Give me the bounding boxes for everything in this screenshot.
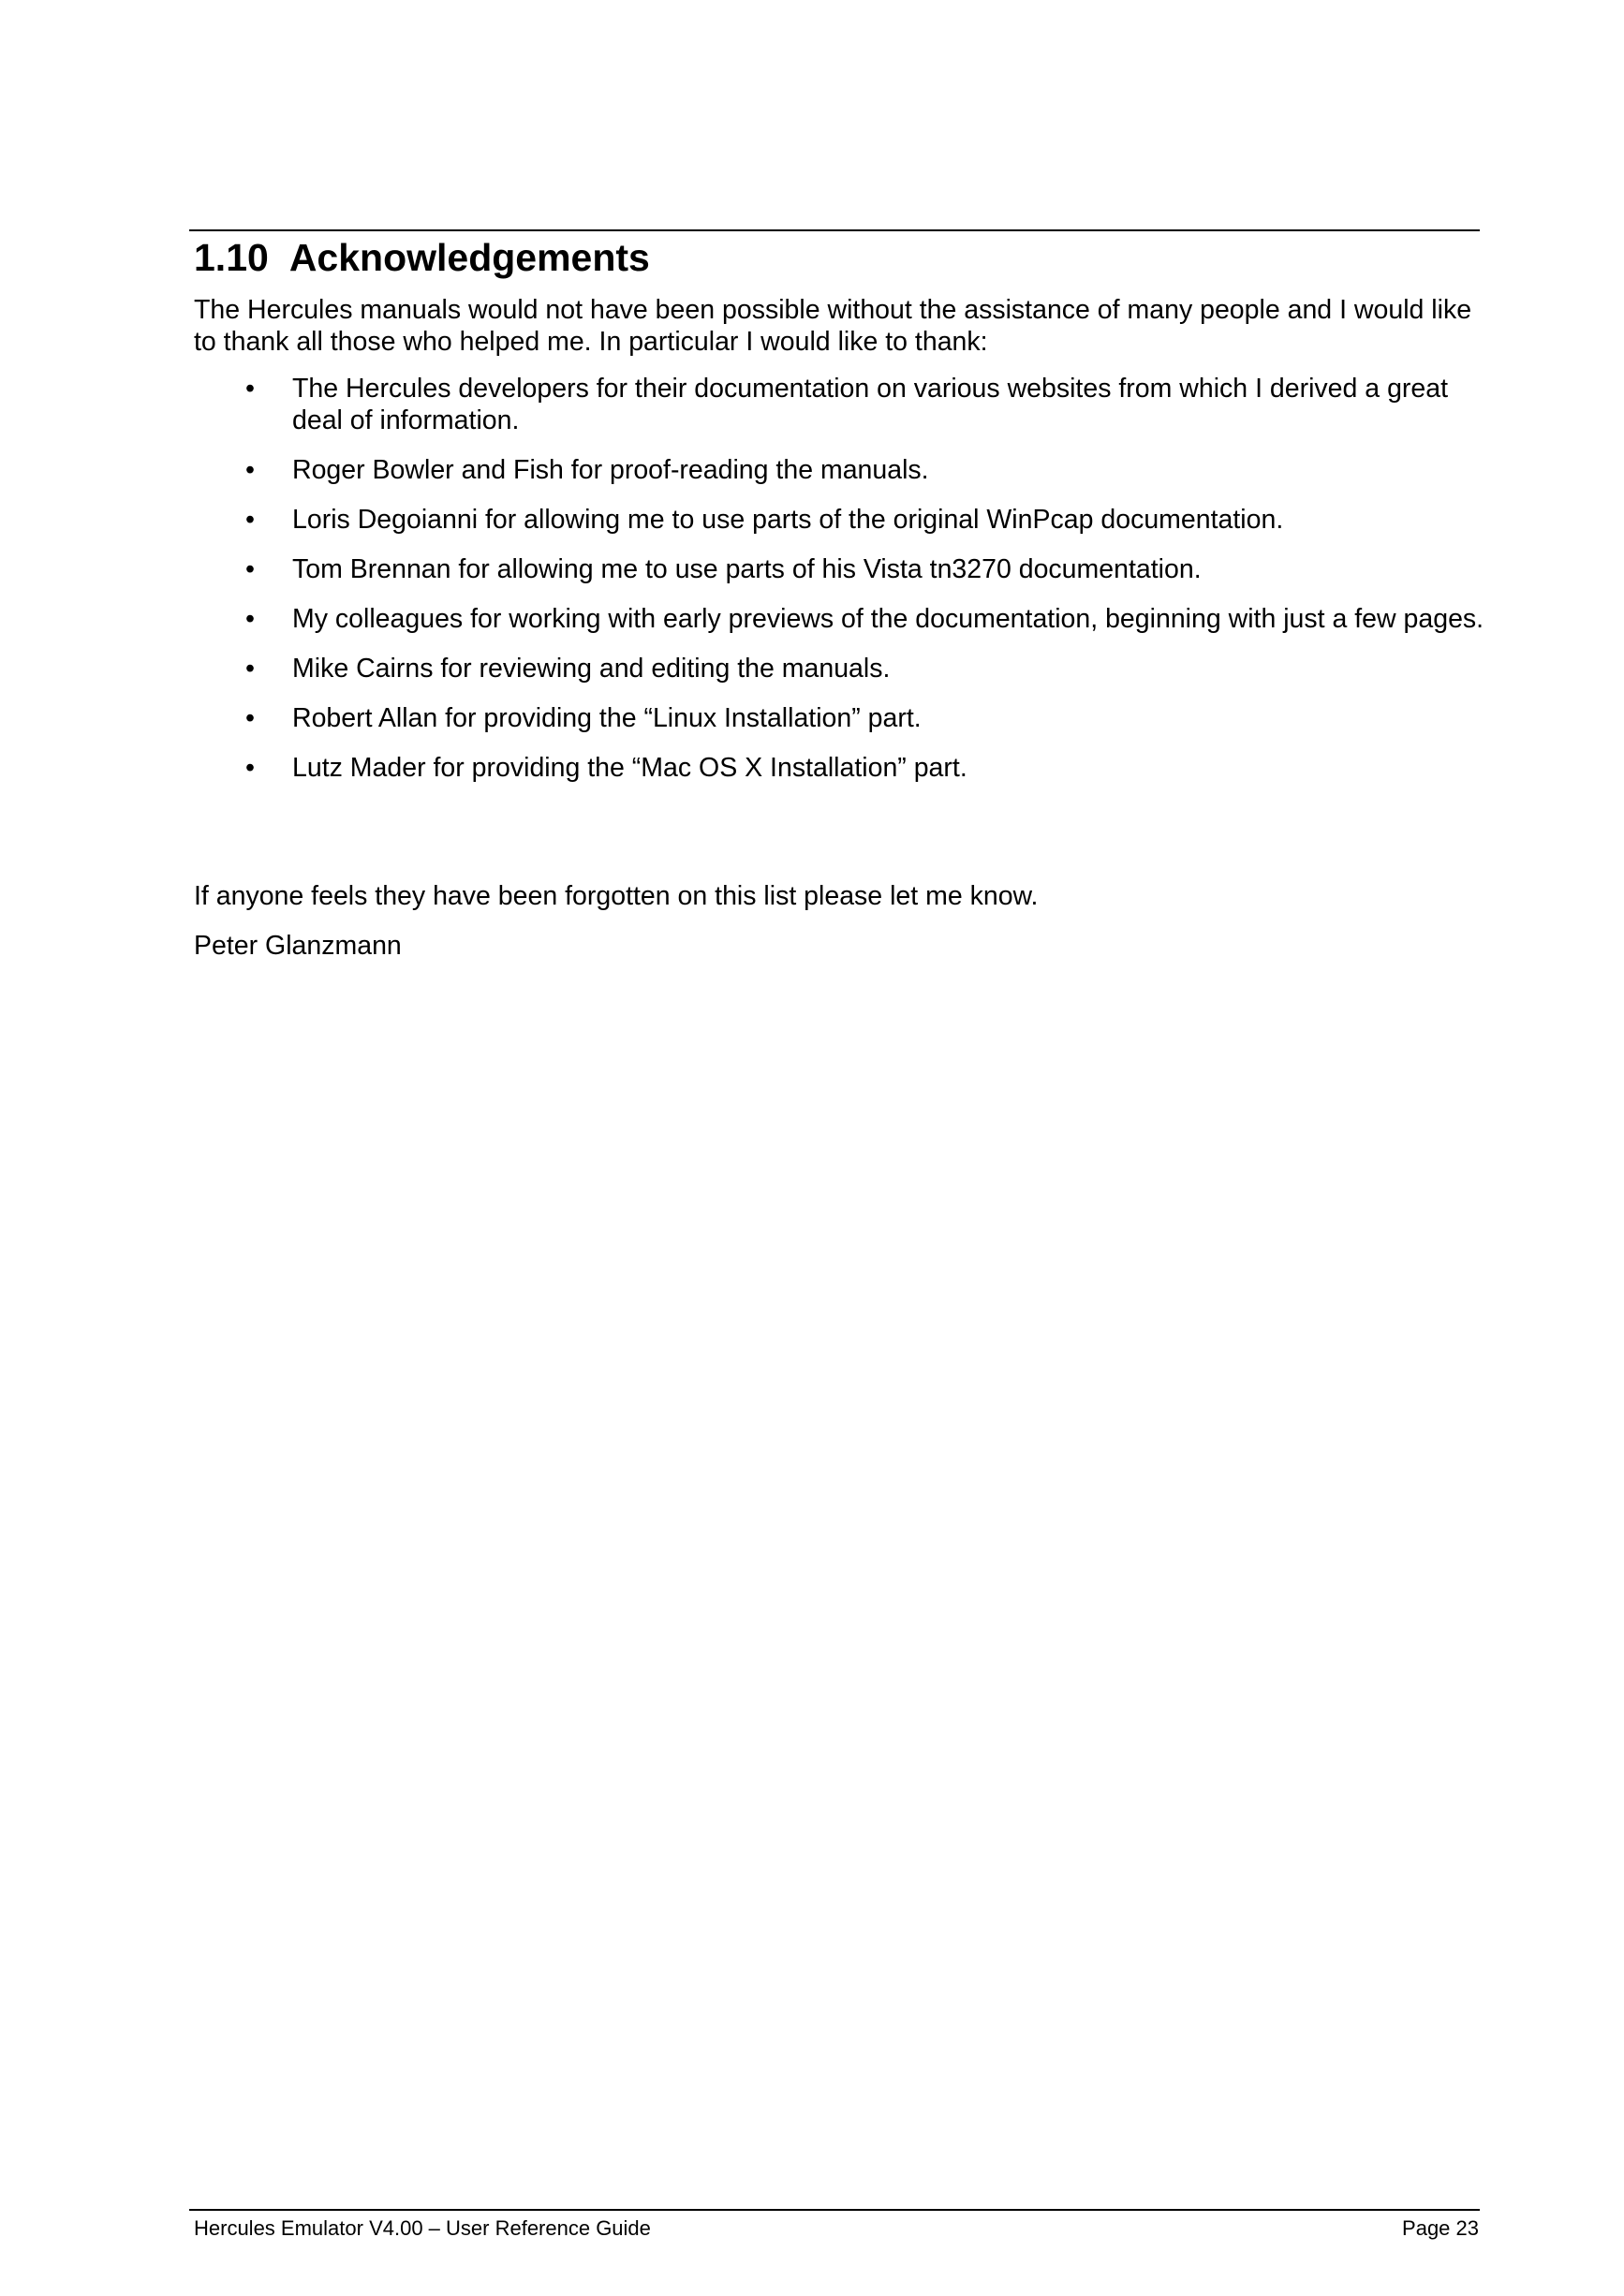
list-item (194, 373, 1486, 436)
bullet-icon: • (245, 604, 255, 634)
bullet-icon: • (245, 505, 255, 535)
list-item (194, 454, 1486, 486)
list-item-text: Roger Bowler and Fish for proof-reading the manuals. (292, 455, 929, 485)
list-item-text: Robert Allan for providing the “Linux Installation” part. (292, 703, 922, 733)
list-item-text: My colleagues for working with early previews of the documentation, beginning with just a few pages. (292, 604, 1484, 634)
bullet-icon: • (245, 554, 255, 584)
list-item-text: The Hercules developers for their documentation on various websites from which I derived a great deal of information. (292, 374, 1449, 435)
bullet-icon: • (245, 703, 255, 733)
closing-paragraph: If anyone feels they have been forgotten on this list please let me know. (194, 881, 1039, 911)
intro-paragraph: The Hercules manuals would not have been possible without the assistance of many people and I would like to thank all those who helped me. In particular I would like to thank: (194, 295, 1472, 357)
bullet-icon: • (245, 753, 255, 783)
section-heading (194, 230, 650, 285)
list-item-text: Lutz Mader for providing the “Mac OS X Installation” part. (292, 753, 967, 783)
author-signature: Peter Glanzmann (194, 931, 402, 961)
bullet-icon: • (245, 455, 255, 485)
list-item (194, 653, 1486, 684)
bullet-icon: • (245, 654, 255, 684)
list-item (194, 702, 1486, 734)
list-item (194, 603, 1486, 635)
footer-rule (189, 2209, 1480, 2211)
acknowledgement-list (194, 373, 1486, 802)
section-title: Acknowledgements (288, 236, 650, 279)
footer-page-number: Page 23 (1402, 2216, 1479, 2240)
list-item-text: Mike Cairns for reviewing and editing the manuals. (292, 654, 891, 684)
footer-document-title: Hercules Emulator V4.00 – User Reference Guide (194, 2216, 651, 2240)
section-number: 1.10 (194, 236, 269, 279)
list-item (194, 752, 1486, 784)
list-item-text: Loris Degoianni for allowing me to use parts of the original WinPcap documentation. (292, 505, 1284, 535)
list-item (194, 504, 1486, 536)
list-item (194, 553, 1486, 585)
bullet-icon: • (245, 374, 255, 404)
list-item-text: Tom Brennan for allowing me to use parts of his Vista tn3270 documentation. (292, 554, 1202, 584)
